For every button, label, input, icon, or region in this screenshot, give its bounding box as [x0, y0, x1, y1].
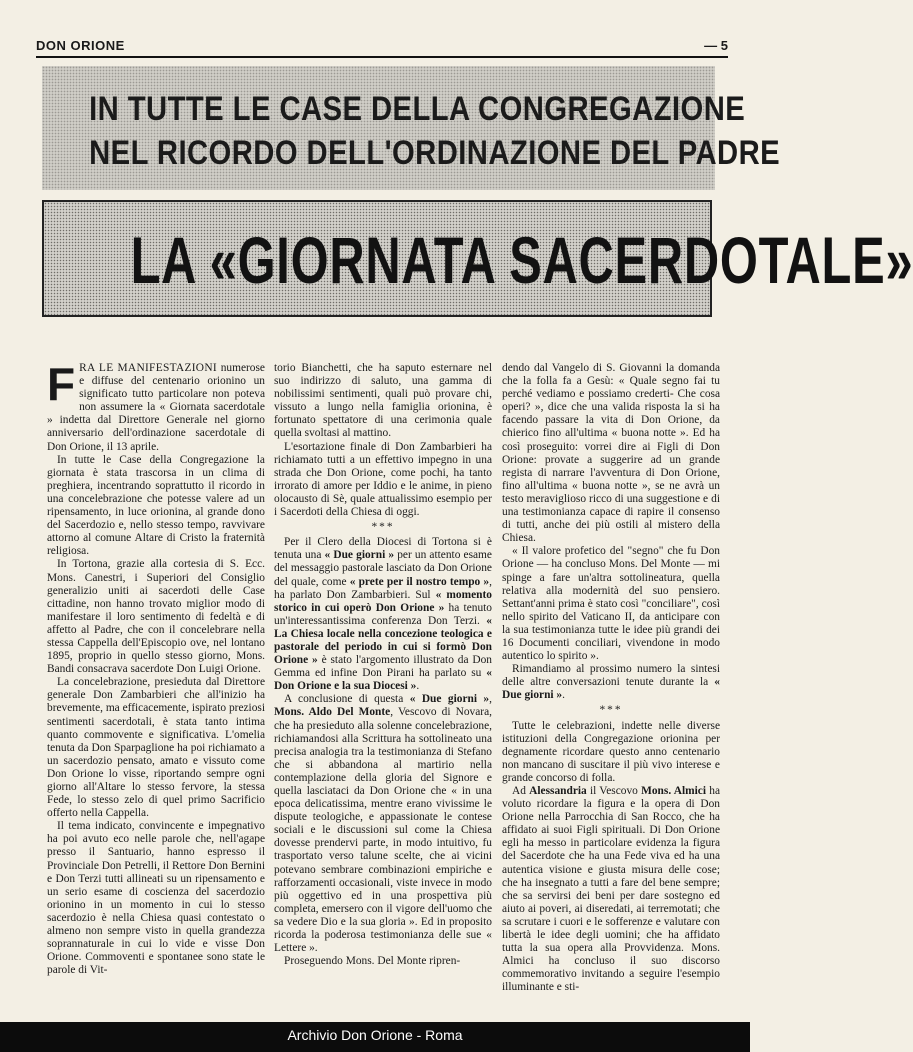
drop-cap: F	[47, 358, 76, 410]
text-run: A conclusione di questa	[284, 693, 410, 706]
bold-run: « Due giorni »	[502, 676, 720, 702]
kicker-band	[42, 66, 781, 190]
section-separator: ***	[599, 704, 623, 717]
text-run: Ad	[512, 785, 530, 797]
paragraph	[274, 693, 492, 955]
text-run: , ha parlato Don Zambarbieri. Sul	[274, 575, 492, 601]
article-column-3	[502, 362, 720, 995]
bold-run: Mons. Aldo Del Monte	[274, 706, 391, 719]
paragraph: dendo dal Vangelo di S. Giovanni la domanda che la folla fa a Gesù: « Quale segno fai tu perché vediamo e possiamo crederti- Che cosa operi? », dice che una valida risposta la si ha facendo passare la vita di Don Orione, da chierico fino all'ultima « buona notte ». Ed ha così proseguito: vorrei dire ai Figli di Don Orione: provate a suggerire ad un grande regista di narrare l'avventura di Don Orione, fino all'ultima « buona notte », se ne avrà un testo meraviglioso ricco di una suggestione e di una testimonianza capace di rapire il consenso di tutti, anche dei più ostili al mistero della Chiesa.	[502, 362, 720, 545]
paragraph: In tutte le Case della Congregazione la giornata è stata trascorsa in un clima di preghiera, incentrando soprattutto il ricordo in una concelebrazione che potesse valere ad un ripensamento, in luce orionina, al grande dono del Sacerdozio e, nello stesso tempo, ravvivare attorno al comune Altare di Cristo la fraternità religiosa.	[47, 453, 265, 558]
bold-run: « momento storico in cui operò Don Orione »	[274, 588, 492, 614]
paragraph: Il tema indicato, convincente e impegnativo ha poi avuto eco nelle parole che, nell'agape presso il Santuario, hanno espresso il Provinciale Don Petrelli, il Rettore Don Bernini e Don Terzi tutti allineati su un ripensamento e un serio esame di coscienza del sacerdozio orionino in un momento in cui lo stesso sacerdozio è nella Chiesa quasi contestato o almeno non sempre visto in quella grandezza soprannaturale in cui lo vide e visse Don Orione. Commoventi e spontanee sono state le parole di Vit-	[47, 820, 265, 977]
paragraph	[274, 536, 492, 693]
paragraph: Proseguendo Mons. Del Monte ripren-	[284, 955, 461, 968]
paragraph	[47, 358, 265, 454]
kicker-line-1: IN TUTTE LE CASE DELLA CONGREGAZIONE	[89, 90, 746, 128]
text-run: ha tenuto un'interessantissima conferenza Don Terzi.	[274, 601, 492, 627]
paragraph: torio Bianchetti, che ha saputo esternare nel suo indirizzo di saluto, una gamma di nobilissimi sentimenti, quali può provare chi, vissuto a lungo nella famiglia orionina, è fortunato spettatore di una cerimonia quale quella svoltasi al mattino.	[274, 362, 492, 440]
paragraph: In Tortona, grazie alla cortesia di S. Ecc. Mons. Canestri, i Superiori del Consiglio generalizio uniti ai sacerdoti delle Case cittadine, non hanno trovato miglior modo di manifestare il loro sentimento di fedeltà e di affetto al Padre, che con il concelebrare nella stessa Cappella dell'Episcopio ove, nel lontano 1895, proprio in quello stesso giorno, Mons. Bandi consacrava sacerdote Don Luigi Orione.	[47, 558, 265, 676]
running-head	[36, 36, 728, 58]
article-column-2	[274, 362, 492, 968]
lead-in: RA LE MANIFESTAZIONI	[79, 362, 217, 374]
text-run: ,	[489, 693, 492, 706]
bold-run: « La Chiesa locale nella concezione teologica e pastorale del periodo in cui si formò Don Orione »	[274, 614, 492, 667]
text-run: Per il Clero della Diocesi di Tortona si è tenuta una	[274, 536, 492, 562]
archive-footer: Archivio Don Orione - Roma	[0, 1022, 750, 1052]
bold-run: Alessandria	[529, 785, 587, 797]
headline: LA «GIORNATA SACERDOTALE»	[130, 223, 913, 297]
paragraph: L'esortazione finale di Don Zambarbieri ha richiamato tutti a un effettivo impegno in una strada che Don Orione, come pochi, ha tanto irrorato di amore per Iddio e le anime, in pieno olocausto di Sè, quale attualissimo esempio per i Sacerdoti della Chiesa di oggi.	[274, 440, 492, 519]
text-run: Rimandiamo al prossimo numero la sintesi delle altre conversazioni tenute durante la	[502, 663, 720, 689]
bold-run: « Due giorni »	[409, 693, 490, 706]
text-run: , Vescovo di Novara, che ha presieduto alla solenne concelebrazione, richiamandosi alla Scrittura ha sottolineato una precisa analogia tra la testimonianza di Stefano che si abbandona al martirio nella contemplazione della gloria del Signore e quella lasciataci da Don Orione che « in una epoca delicatissima, mentre erano vivissime le dispute teologiche, e appassionate le contese sociali e le discussioni sul come la Chiesa dovesse prendervi parte, in modo intuitivo, fu trasportato verso talune scelte, che ai vicini potevano sembrare combinazioni empiriche e rafforzamenti occasionali, viste invece in modo più oggettivo ed in una prospettiva più completa, emersero con il vigore dell'uomo che sa vedere Dio e la sua gloria ». Ed in proposito ricorda la poderosa testimonianza delle sue « Lettere ».	[274, 706, 492, 955]
bold-run: Mons. Almici	[641, 785, 707, 797]
kicker-line-2: NEL RICORDO DELL'ORDINAZIONE DEL PADRE	[89, 134, 781, 172]
text-run: per un attento esame del messaggio pastorale lasciato da Don Orione del quale, come	[274, 549, 492, 588]
section-separator: ***	[371, 521, 395, 534]
publication-name: DON ORIONE	[36, 38, 125, 53]
text-run: ha voluto ricordare la figura e la opera di Don Orione nella Parrocchia di San Rocco, che ha affidato ai suoi Figli spirituali. Di Don Orione egli ha messo in particolare evidenza la figura del Sacerdote che ha una Fede viva ed ha una autentica visione e giusta misura delle cose; che ha insegnato a tutti a fare del bene sempre; che sa servirsi dei beni per dare sostegno ed aiuto ai poveri, ai diseredati, ai terremotati; che sa scrutare i cuori e le sofferenze e valutare con libertà le idee degli uomini; che ha affidato tutta la sua opera alla Provvidenza. Mons. Almici ha concluso il suo discorso commemorativo invitando a seguire l'esempio illuminante e sti-	[502, 785, 720, 994]
bold-run: « Due giorni »	[324, 549, 395, 562]
text-run: è stato l'argomento illustrato da Don Gemma ed infine Don Pirani ha parlato su	[274, 654, 492, 680]
paragraph	[502, 785, 720, 995]
paragraph-text: numerose e diffuse del centenario orionino un significato tutto particolare non poteva non assumere la « Giornata sacerdotale » indetta dal Direttore Generale nel giorno anniversario dell'ordinazione sacerdotale di Don Orione, il 13 aprile.	[47, 362, 265, 453]
paragraph: Tutte le celebrazioni, indette nelle diverse istituzioni della Congregazione orionina per degnamente ricordare questo anno centenario non mancano di suscitare il più vivo interese e grande concorso di folla.	[502, 719, 720, 784]
bold-run: « prete per il nostro tempo »	[349, 575, 490, 588]
page-number: — 5	[704, 38, 728, 53]
paragraph: « Il valore profetico del "segno" che fu Don Orione — ha concluso Mons. Del Monte — mi spinge a fare un'altra sottolineatura, quella relativa alla modernità del suo pensiero. Settant'anni prima è stato così "conciliare", così nello spirito del Vaticano II, da anticipare con la sua testimonianza tutte le idee più grandi dei 16 Documenti conciliari, vivendone in modo autentico lo spirito ».	[502, 545, 720, 663]
paragraph	[502, 663, 720, 702]
article-column-1	[47, 358, 266, 977]
text-run: il Vescovo	[586, 785, 642, 797]
bold-run: « Don Orione e la sua Diocesi »	[274, 667, 492, 693]
text-run: .	[416, 680, 420, 693]
paragraph: La concelebrazione, presieduta dal Direttore generale Don Zambarbieri che all'inizio ha brevemente, ma efficacemente, ispirato preziosi sentimenti sacerdotali, è stata tanto intima quanto commovente e significativa. L'omelia tenuta da Don Sparpaglione ha poi richiamato a un sacerdozio pensato, amato e vissuto come Don Orione lo visse, riportando sempre ogni giorno all'Altare lo stesso fervore, la stessa Fede, lo stesso zelo di quel primo Sacrificio offerto nella Cappella.	[47, 676, 266, 820]
headline-frame	[42, 200, 913, 317]
text-run: .	[562, 689, 565, 702]
